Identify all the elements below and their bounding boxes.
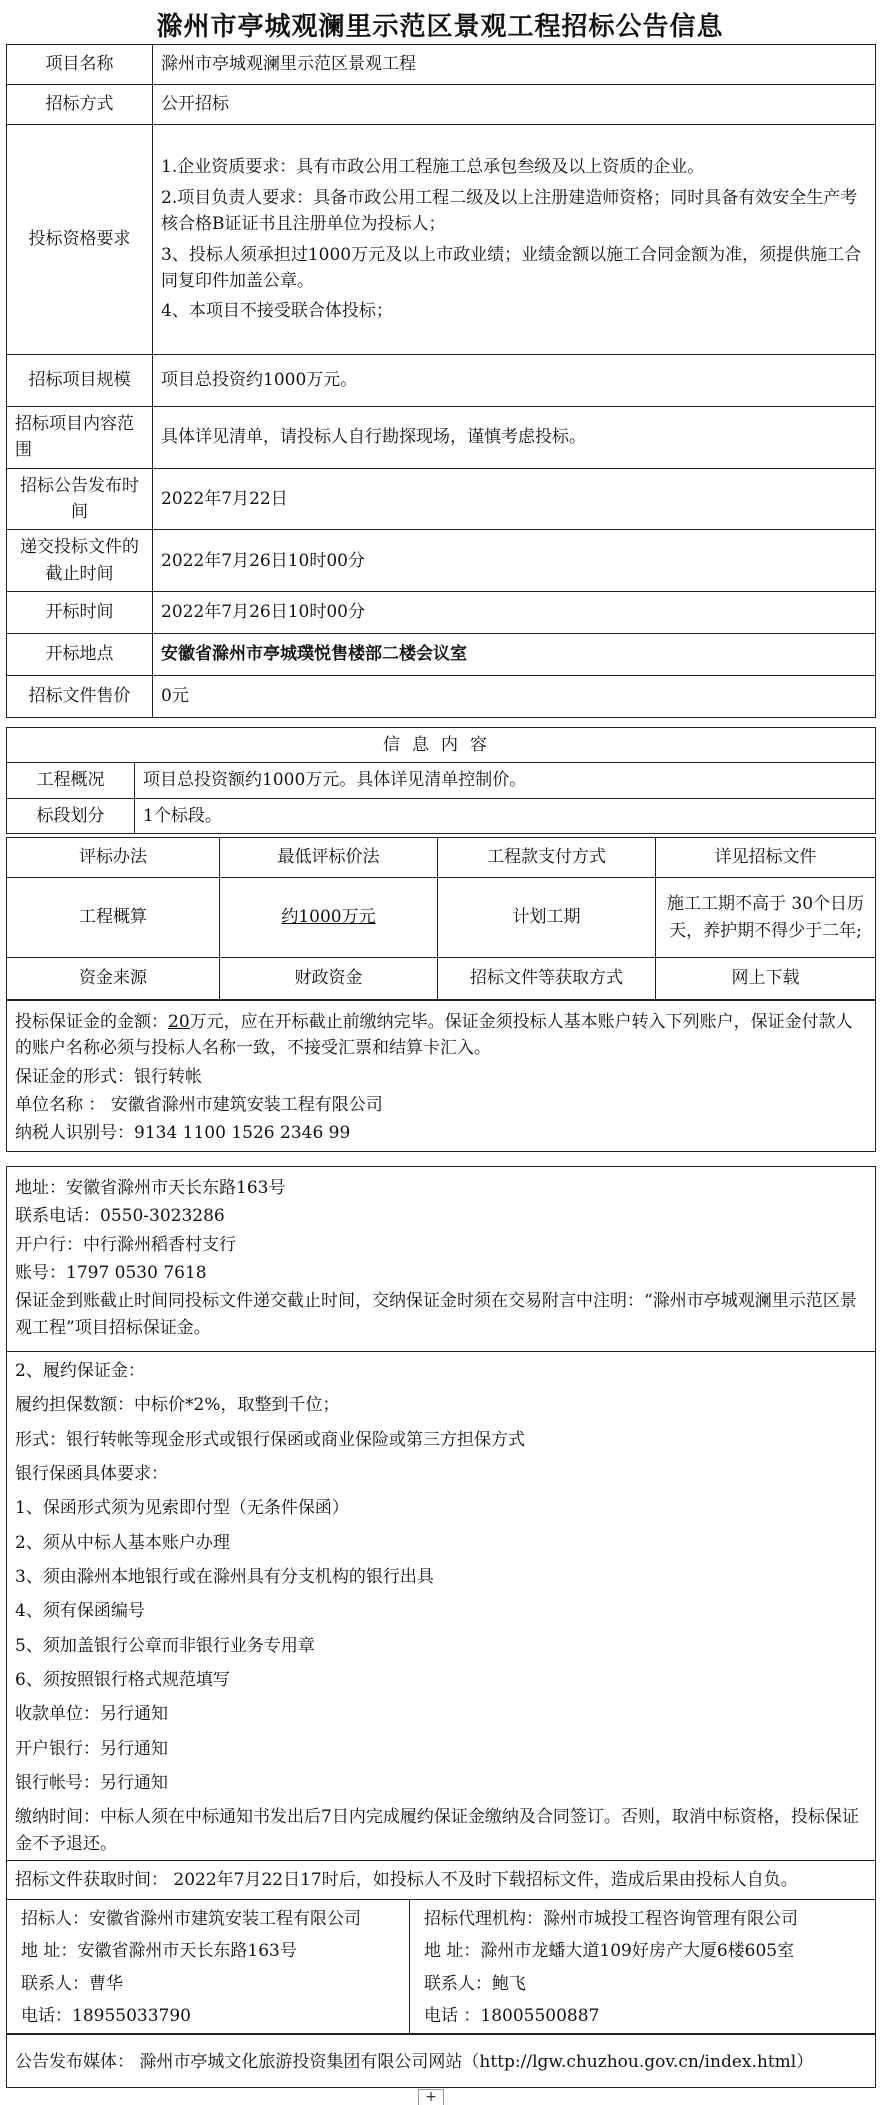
label-budget: 工程概算 <box>7 878 220 958</box>
value-doc-price: 0元 <box>153 676 876 718</box>
label-project-name: 项目名称 <box>7 45 153 85</box>
doc-time-block <box>6 1860 876 1900</box>
performance-line: 银行帐号：另行通知 <box>15 1773 168 1794</box>
tenderer-name: 招标人：安徽省滁州市建筑安装工程有限公司 <box>21 1909 361 1929</box>
row-overview <box>7 763 876 798</box>
value-overview: 项目总投资额约1000万元。具体详见清单控制价。 <box>135 763 876 798</box>
row-sections <box>7 798 876 833</box>
row-open-time <box>7 592 876 634</box>
row-qualification <box>7 125 876 355</box>
label-scale: 招标项目规模 <box>7 355 153 407</box>
deposit-amount-value: 20 <box>168 1012 190 1032</box>
performance-line: 履约担保数额：中标价*2%，取整到千位； <box>15 1395 340 1416</box>
label-tender-method: 招标方式 <box>7 85 153 125</box>
value-open-time: 2022年7月26日10时00分 <box>153 592 876 634</box>
value-submit-deadline: 2022年7月26日10时00分 <box>153 530 876 592</box>
row-publish-time <box>7 468 876 530</box>
label-submit-deadline: 递交投标文件的截止时间 <box>7 530 153 592</box>
performance-line: 5、须加盖银行公章而非银行业务专用章 <box>15 1635 315 1656</box>
value-publish-time: 2022年7月22日 <box>153 468 876 530</box>
label-eval: 评标办法 <box>7 838 220 878</box>
row-eval <box>7 838 876 878</box>
performance-line: 开户银行：另行通知 <box>15 1738 168 1759</box>
account-block <box>6 1166 876 1352</box>
qualification-item: 3、投标人须承担过1000万元及以上市政业绩；业绩金额以施工合同金额为准，须提供施工合同复印件加盖公章。 <box>161 244 862 291</box>
label-overview: 工程概况 <box>7 763 135 798</box>
performance-line: 1、保函形式须为见索即付型（无条件保函） <box>15 1498 349 1519</box>
agent-contact: 联系人：鲍飞 <box>424 1973 526 1994</box>
account-address: 地址：安徽省滁州市天长东路163号 <box>15 1178 286 1198</box>
tenderer-address: 地 址：安徽省滁州市天长东路163号 <box>21 1941 297 1962</box>
deposit-form: 保证金的形式：银行转帐 <box>15 1066 202 1087</box>
contacts-row <box>7 1900 876 2034</box>
label-open-time: 开标时间 <box>7 592 153 634</box>
performance-line: 4、须有保函编号 <box>15 1601 145 1622</box>
performance-line: 形式：银行转帐等现金形式或银行保函或商业保险或第三方担保方式 <box>15 1429 525 1450</box>
agent-phone: 电话 ：18005500887 <box>424 2006 600 2027</box>
deposit-unit: 单位名称 ： 安徽省滁州市建筑安装工程有限公司 <box>15 1095 383 1116</box>
label-scope: 招标项目内容范围 <box>7 407 153 469</box>
value-eval: 最低评标价法 <box>220 838 438 878</box>
row-budget <box>7 878 876 958</box>
label-open-place: 开标地点 <box>7 634 153 676</box>
page-title: 滁州市亭城观澜里示范区景观工程招标公告信息 <box>156 12 724 42</box>
account-bank: 开户行：中行滁州稻香村支行 <box>15 1234 236 1255</box>
value-scale: 项目总投资约1000万元。 <box>153 355 876 407</box>
agent-cell <box>410 1900 876 2034</box>
value-period: 施工工期不高于 30个日历天，养护期不得少于二年; <box>656 878 876 958</box>
tenderer-phone: 电话：18955033790 <box>21 2006 191 2027</box>
tenderer-cell <box>7 1900 410 2034</box>
contacts-table <box>6 1899 876 2034</box>
qualification-item: 2.项目负责人要求：具备市政公用工程二级及以上注册建造师资格；同时具备有效安全生产考核合格B证证书且注册单位为投标人； <box>161 187 858 235</box>
performance-line: 3、须由滁州本地银行或在滁州具有分支机构的银行出具 <box>15 1567 434 1588</box>
info-grid-table <box>6 837 876 1000</box>
info-content-table <box>6 727 876 834</box>
media-line: 公告发布媒体： 滁州市亭城文化旅游投资集团有限公司网站（http://lgw.chuzhou.gov.cn/index.html） <box>15 2052 814 2072</box>
row-scope <box>7 407 876 469</box>
row-project-name <box>7 45 876 85</box>
agent-name: 招标代理机构：滁州市城投工程咨询管理有限公司 <box>424 1909 798 1929</box>
qualification-item: 4、本项目不接受联合体投标； <box>161 301 393 322</box>
add-tab-button[interactable]: + <box>418 2089 444 2105</box>
row-open-place <box>7 634 876 676</box>
main-info-table <box>6 44 876 718</box>
row-doc-price <box>7 676 876 718</box>
value-budget: 约1000万元 <box>220 878 438 958</box>
media-block <box>6 2034 876 2088</box>
value-fund: 财政资金 <box>220 958 438 1000</box>
row-fund <box>7 958 876 1000</box>
deposit-block <box>6 1000 876 1152</box>
deposit-amount: 投标保证金的金额：20万元，应在开标截止前缴纳完毕。保证金须投标人基本账户转入下列账户，保证金付款人的账户名称必须与投标人名称一致，不接受汇票和结算卡汇入。 <box>15 1012 853 1059</box>
performance-line: 银行保函具体要求： <box>15 1464 168 1485</box>
performance-line: 6、须按照银行格式规范填写 <box>15 1670 230 1691</box>
value-pay: 详见招标文件 <box>656 838 876 878</box>
info-header-row <box>7 728 876 763</box>
account-phone: 联系电话：0550-3023286 <box>15 1206 225 1227</box>
performance-line: 2、履约保证金： <box>15 1361 145 1381</box>
account-number: 账号：1797 0530 7618 <box>15 1263 207 1284</box>
row-tender-method <box>7 85 876 125</box>
row-scale <box>7 355 876 407</box>
value-scope: 具体详见清单，请投标人自行勘探现场，谨慎考虑投标。 <box>153 407 876 469</box>
account-note: 保证金到账截止时间同投标文件递交截止时间，交纳保证金时须在交易附言中注明：“滁州市亭城观澜里示范区景观工程”项目招标保证金。 <box>15 1291 857 1338</box>
label-qualification: 投标资格要求 <box>7 125 153 355</box>
label-publish-time: 招标公告发布时间 <box>7 468 153 530</box>
performance-line: 缴纳时间：中标人须在中标通知书发出后7日内完成履约保证金缴纳及合同签订。否则，取消中标资格，投标保证金不予退还。 <box>15 1807 859 1854</box>
label-sections: 标段划分 <box>7 798 135 833</box>
label-period: 计划工期 <box>438 878 656 958</box>
performance-line: 收款单位：另行通知 <box>15 1704 168 1725</box>
value-sections: 1个标段。 <box>135 798 876 833</box>
row-submit-deadline <box>7 530 876 592</box>
value-tender-method: 公开招标 <box>153 85 876 125</box>
value-doc-method: 网上下载 <box>656 958 876 1000</box>
agent-address: 地 址：滁州市龙蟠大道109好房产大厦6楼605室 <box>424 1941 795 1962</box>
tenderer-contact: 联系人：曹华 <box>21 1973 123 1994</box>
label-doc-method: 招标文件等获取方式 <box>438 958 656 1000</box>
label-doc-price: 招标文件售价 <box>7 676 153 718</box>
performance-line: 2、须从中标人基本账户办理 <box>15 1532 230 1553</box>
value-project-name: 滁州市亭城观澜里示范区景观工程 <box>153 45 876 85</box>
label-pay: 工程款支付方式 <box>438 838 656 878</box>
qualification-item: 1.企业资质要求：具有市政公用工程施工总承包叁级及以上资质的企业。 <box>161 157 705 178</box>
info-header: 信息内容 <box>7 728 876 763</box>
doc-time: 招标文件获取时间： 2022年7月22日17时后，如投标人不及时下载招标文件，造成后果由投标人自负。 <box>15 1870 798 1890</box>
performance-block <box>6 1351 876 1861</box>
value-qualification <box>153 125 876 355</box>
value-open-place: 安徽省滁州市亭城璞悦售楼部二楼会议室 <box>153 634 876 676</box>
label-fund: 资金来源 <box>7 958 220 1000</box>
deposit-tax-id: 纳税人识别号：9134 1100 1526 2346 99 <box>15 1123 351 1144</box>
